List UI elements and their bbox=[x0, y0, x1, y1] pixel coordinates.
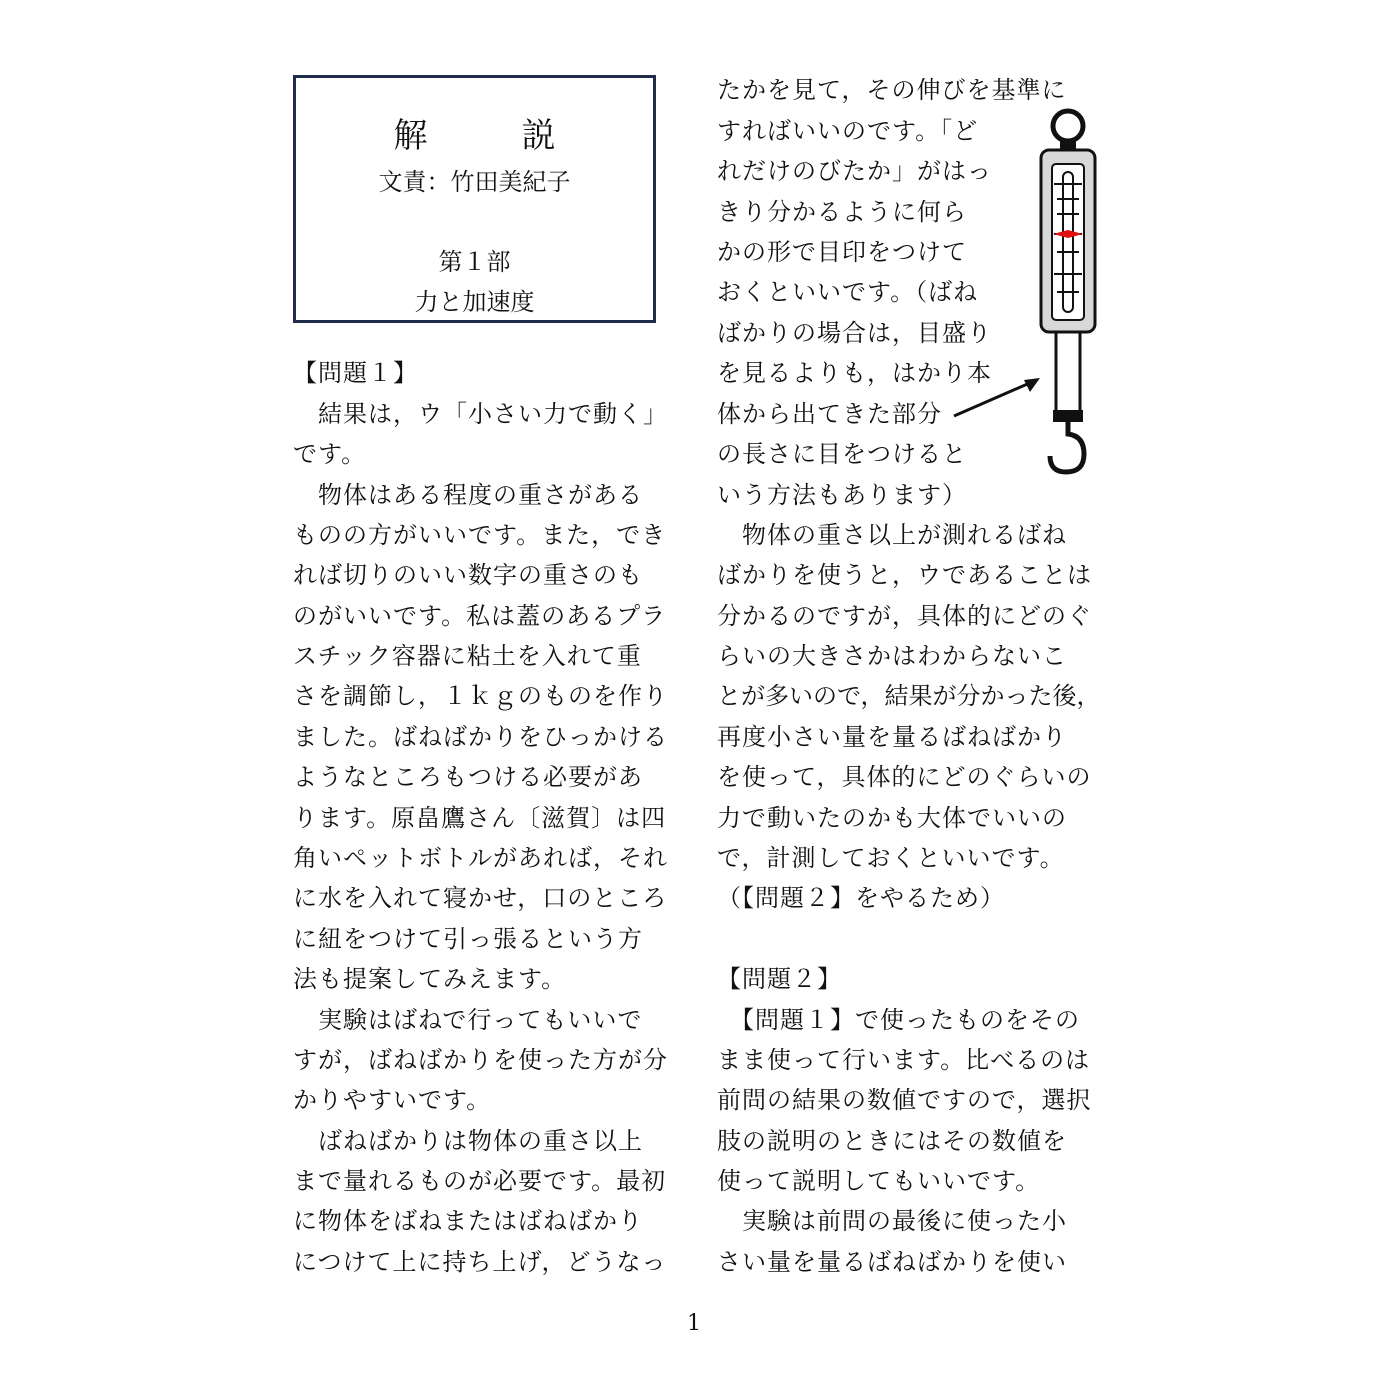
text-line: を使って，具体的にどのぐらいの bbox=[717, 763, 1092, 791]
title-box bbox=[293, 75, 656, 323]
text-line: 体から出てきた部分 bbox=[717, 400, 942, 428]
text-line: ようなところもつける必要があ bbox=[293, 763, 643, 791]
text-line: 前問の結果の数値ですので，選択 bbox=[717, 1086, 1092, 1114]
scale-rod bbox=[1056, 332, 1080, 412]
text-line: れば切りのいい数字の重さのも bbox=[293, 561, 643, 589]
scale-rod-cap bbox=[1053, 410, 1083, 422]
text-line: のがいいです。私は蓋のあるプラ bbox=[293, 602, 667, 630]
text-line: につけて上に持ち上げ，どうなっ bbox=[293, 1248, 667, 1276]
page-number: 1 bbox=[687, 1311, 701, 1336]
text-line: 法も提案してみえます。 bbox=[293, 965, 567, 993]
text-line: を見るよりも，はかり本 bbox=[717, 359, 992, 387]
text-line: とが多いので，結果が分かった後， bbox=[717, 682, 1101, 710]
text-line: ばかりを使うと，ウであることは bbox=[717, 561, 1092, 589]
text-line: ります。原畠鷹さん〔滋賀〕は四 bbox=[293, 804, 667, 832]
text-line: れだけのびたか」がはっ bbox=[717, 157, 992, 185]
text-line: に物体をばねまたはばねばかり bbox=[293, 1207, 643, 1235]
pointer-arrow bbox=[954, 382, 1032, 416]
text-line: おくといいです。（ばね bbox=[717, 278, 979, 306]
text-line: たかを見て，その伸びを基準に bbox=[717, 76, 1067, 104]
text-line: 物体はある程度の重さがある bbox=[293, 481, 643, 509]
text-line: すが，ばねばかりを使った方が分 bbox=[293, 1046, 668, 1074]
text-line: 肢の説明のときにはその数値を bbox=[717, 1127, 1067, 1155]
text-line: すればいいのです。「ど bbox=[717, 117, 979, 145]
text-line: 力で動いたのかも大体でいいの bbox=[717, 804, 1067, 832]
text-line: です。 bbox=[293, 440, 367, 468]
text-line: 【問題１】 bbox=[293, 359, 418, 387]
text-line: に紐をつけて引っ張るという方 bbox=[293, 925, 643, 953]
scale-ring bbox=[1053, 111, 1083, 141]
text-line: きり分かるように何ら bbox=[717, 198, 967, 226]
text-line: ました。ばねばかりをひっかける bbox=[293, 723, 668, 751]
text-line: 分かるのですが，具体的にどのぐ bbox=[717, 602, 1092, 630]
text-line: まで量れるものが必要です。最初 bbox=[293, 1167, 667, 1195]
text-line: スチック容器に粘土を入れて重 bbox=[293, 642, 642, 670]
part-title: 力と加速度 bbox=[414, 288, 535, 316]
text-line: に水を入れて寝かせ，口のところ bbox=[293, 884, 668, 912]
text-line: 【問題１】で使ったものをその bbox=[717, 1006, 1080, 1034]
text-line: かの形で目印をつけて bbox=[717, 238, 967, 266]
text-line: ばかりの場合は，目盛り bbox=[717, 319, 992, 347]
text-line: 結果は，ウ「小さい力で動く」 bbox=[293, 400, 668, 428]
text-line: かりやすいです。 bbox=[293, 1086, 492, 1114]
text-line: さを調節し，１ｋｇのものを作り bbox=[293, 682, 668, 710]
text-line: （【問題２】をやるため） bbox=[717, 884, 1005, 912]
text-line: 再度小さい量を量るばねばかり bbox=[717, 723, 1067, 751]
text-line: 物体の重さ以上が測れるばね bbox=[717, 521, 1067, 549]
text-line: で，計測しておくといいです。 bbox=[717, 844, 1065, 872]
text-line: 実験はばねで行ってもいいで bbox=[293, 1006, 643, 1034]
spring-scale-icon bbox=[940, 104, 1100, 484]
author-line: 文責：竹田美紀子 bbox=[378, 168, 571, 196]
text-line: まま使って行います。比べるのは bbox=[717, 1046, 1091, 1074]
scale-face bbox=[1052, 164, 1084, 320]
text-line: 使って説明してもいいです。 bbox=[717, 1167, 1041, 1195]
text-line: 【問題２】 bbox=[717, 965, 842, 993]
part-label: 第１部 bbox=[438, 248, 511, 276]
text-line: 角いペットボトルがあれば，それ bbox=[293, 844, 668, 872]
text-line: の長さに目をつけると bbox=[717, 440, 967, 468]
text-line: いう方法もあります） bbox=[717, 481, 967, 509]
scale-hook bbox=[1050, 422, 1084, 472]
text-line: さい量を量るばねばかりを使い bbox=[717, 1248, 1067, 1276]
text-line: らいの大きさかはわからないこ bbox=[717, 642, 1067, 670]
text-line: ばねばかりは物体の重さ以上 bbox=[293, 1127, 643, 1155]
text-line: 実験は前問の最後に使った小 bbox=[717, 1207, 1067, 1235]
text-line: ものの方がいいです。また，でき bbox=[293, 521, 667, 549]
page-title: 解 説 bbox=[393, 116, 586, 156]
